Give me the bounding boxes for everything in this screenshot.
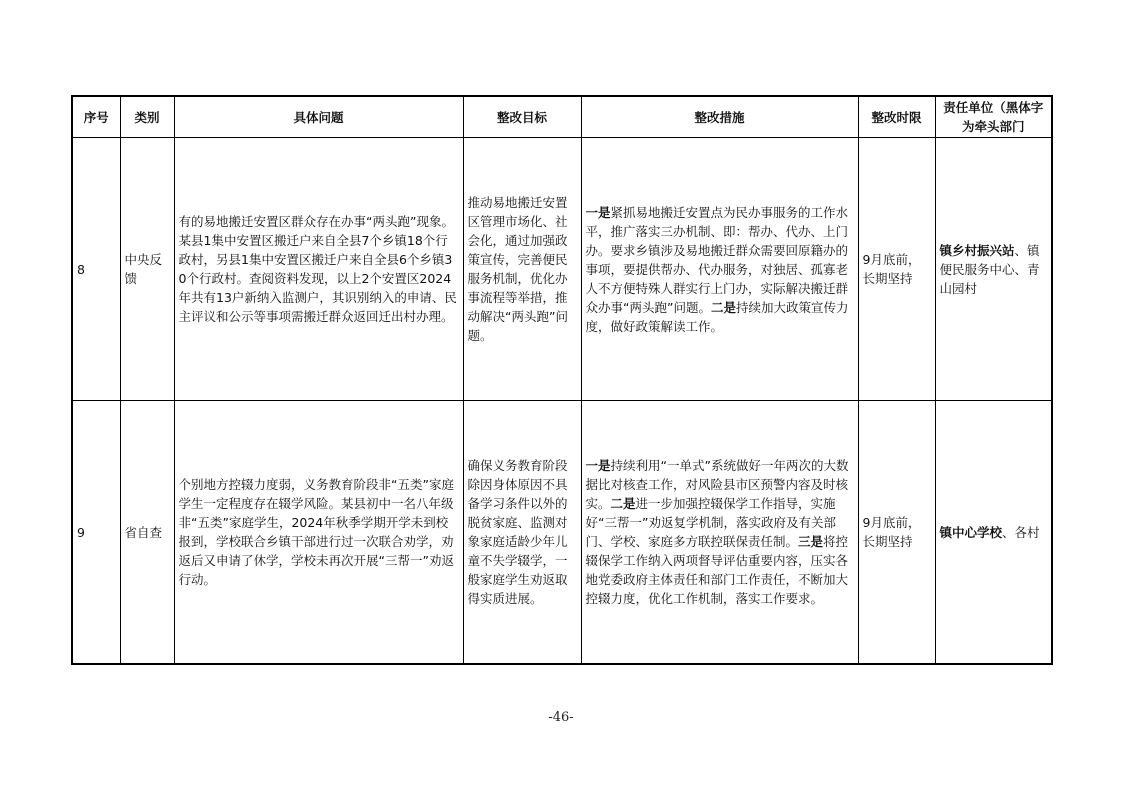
responsible-rest: 、镇便民服务中心、青山园村 xyxy=(939,242,1040,296)
rectification-table xyxy=(71,95,1053,665)
cell-seq: 8 xyxy=(72,138,120,401)
table-row xyxy=(72,401,1052,665)
measure-lead: 三是 xyxy=(798,534,824,549)
responsible-rest: 、各村 xyxy=(1002,524,1040,540)
page-number: -46- xyxy=(548,710,574,725)
header-deadline: 整改时限 xyxy=(858,96,935,138)
cell-category: 中央反馈 xyxy=(120,138,174,401)
responsible-lead: 镇乡村振兴站 xyxy=(939,242,1015,258)
measure-text: 进一步加强控辍保学工作指导，实施好“三帮一”劝返复学机制，落实政府及有关部门、学校、家庭多方联控联保责任制。 xyxy=(585,496,836,549)
cell-measures xyxy=(581,138,858,401)
measure-lead: 二是 xyxy=(710,299,736,315)
responsible-lead: 镇中心学校 xyxy=(939,524,1003,540)
header-responsible: 责任单位（黑体字为牵头部门 xyxy=(935,96,1052,138)
measure-lead: 二是 xyxy=(610,496,636,511)
measure-text: 将控辍保学工作纳入两项督导评估重要内容，压实各地党委政府主体责任和部门工作责任，不断加大控辍力度，优化工作机制，落实工作要求。 xyxy=(585,534,849,606)
header-seq: 序号 xyxy=(72,96,120,138)
cell-measures xyxy=(581,401,858,665)
cell-seq: 9 xyxy=(72,401,120,665)
cell-problem: 个别地方控辍力度弱，义务教育阶段非“五类”家庭学生一定程度存在辍学风险。某县初中一名八年级非“五类”家庭学生，2024年秋季学期开学未到校报到，学校联合乡镇干部进行过一次联合劝学，劝返后又申请了休学，学校未再次开展“三帮一”劝返行动。 xyxy=(174,401,463,665)
header-problem: 具体问题 xyxy=(174,96,463,138)
cell-category: 省自查 xyxy=(120,401,174,665)
measure-text: 持续加大政策宣传力度，做好政策解读工作。 xyxy=(585,299,849,334)
cell-deadline: 9月底前，长期坚持 xyxy=(858,401,935,665)
cell-deadline: 9月底前，长期坚持 xyxy=(858,138,935,401)
cell-target: 确保义务教育阶段除因身体原因不具备学习条件以外的脱贫家庭、监测对象家庭适龄少年儿童不失学辍学，一般家庭学生劝返取得实质进展。 xyxy=(463,401,581,665)
measure-lead: 一是 xyxy=(585,204,611,220)
table-row xyxy=(72,138,1052,401)
table-header-row xyxy=(72,96,1052,138)
cell-problem: 有的易地搬迁安置区群众存在办事“两头跑”现象。某县1集中安置区搬迁户来自全县7个乡镇18个行政村，另县1集中安置区搬迁户来自全县6个乡镇30个行政村。查阅资料发现，以上2个安置区2024年共有13户新纳入监测户，其识别纳入的申请、民主评议和公示等事项需搬迁群众返回迁出村办理。 xyxy=(174,138,463,401)
cell-responsible xyxy=(935,401,1052,665)
cell-responsible xyxy=(935,138,1052,401)
header-target: 整改目标 xyxy=(463,96,581,138)
cell-target: 推动易地搬迁安置区管理市场化、社会化，通过加强政策宣传，完善便民服务机制，优化办事流程等举措，推动解决“两头跑”问题。 xyxy=(463,138,581,401)
header-category: 类别 xyxy=(120,96,174,138)
measure-lead: 一是 xyxy=(585,458,611,473)
measure-text: 持续利用“一单式”系统做好一年两次的大数据比对核查工作，对风险县市区预警内容及时核实。 xyxy=(585,458,849,511)
header-measures: 整改措施 xyxy=(581,96,858,138)
measure-text: 紧抓易地搬迁安置点为民办事服务的工作水平，推广落实三办机制、即：帮办、代办、上门办。要求乡镇涉及易地搬迁群众需要回原籍办的事项，要提供帮办、代办服务，对独居、孤寡老人不方便特殊人群实行上门办，实际解决搬迁群众办事“两头跑”问题。 xyxy=(585,204,849,315)
